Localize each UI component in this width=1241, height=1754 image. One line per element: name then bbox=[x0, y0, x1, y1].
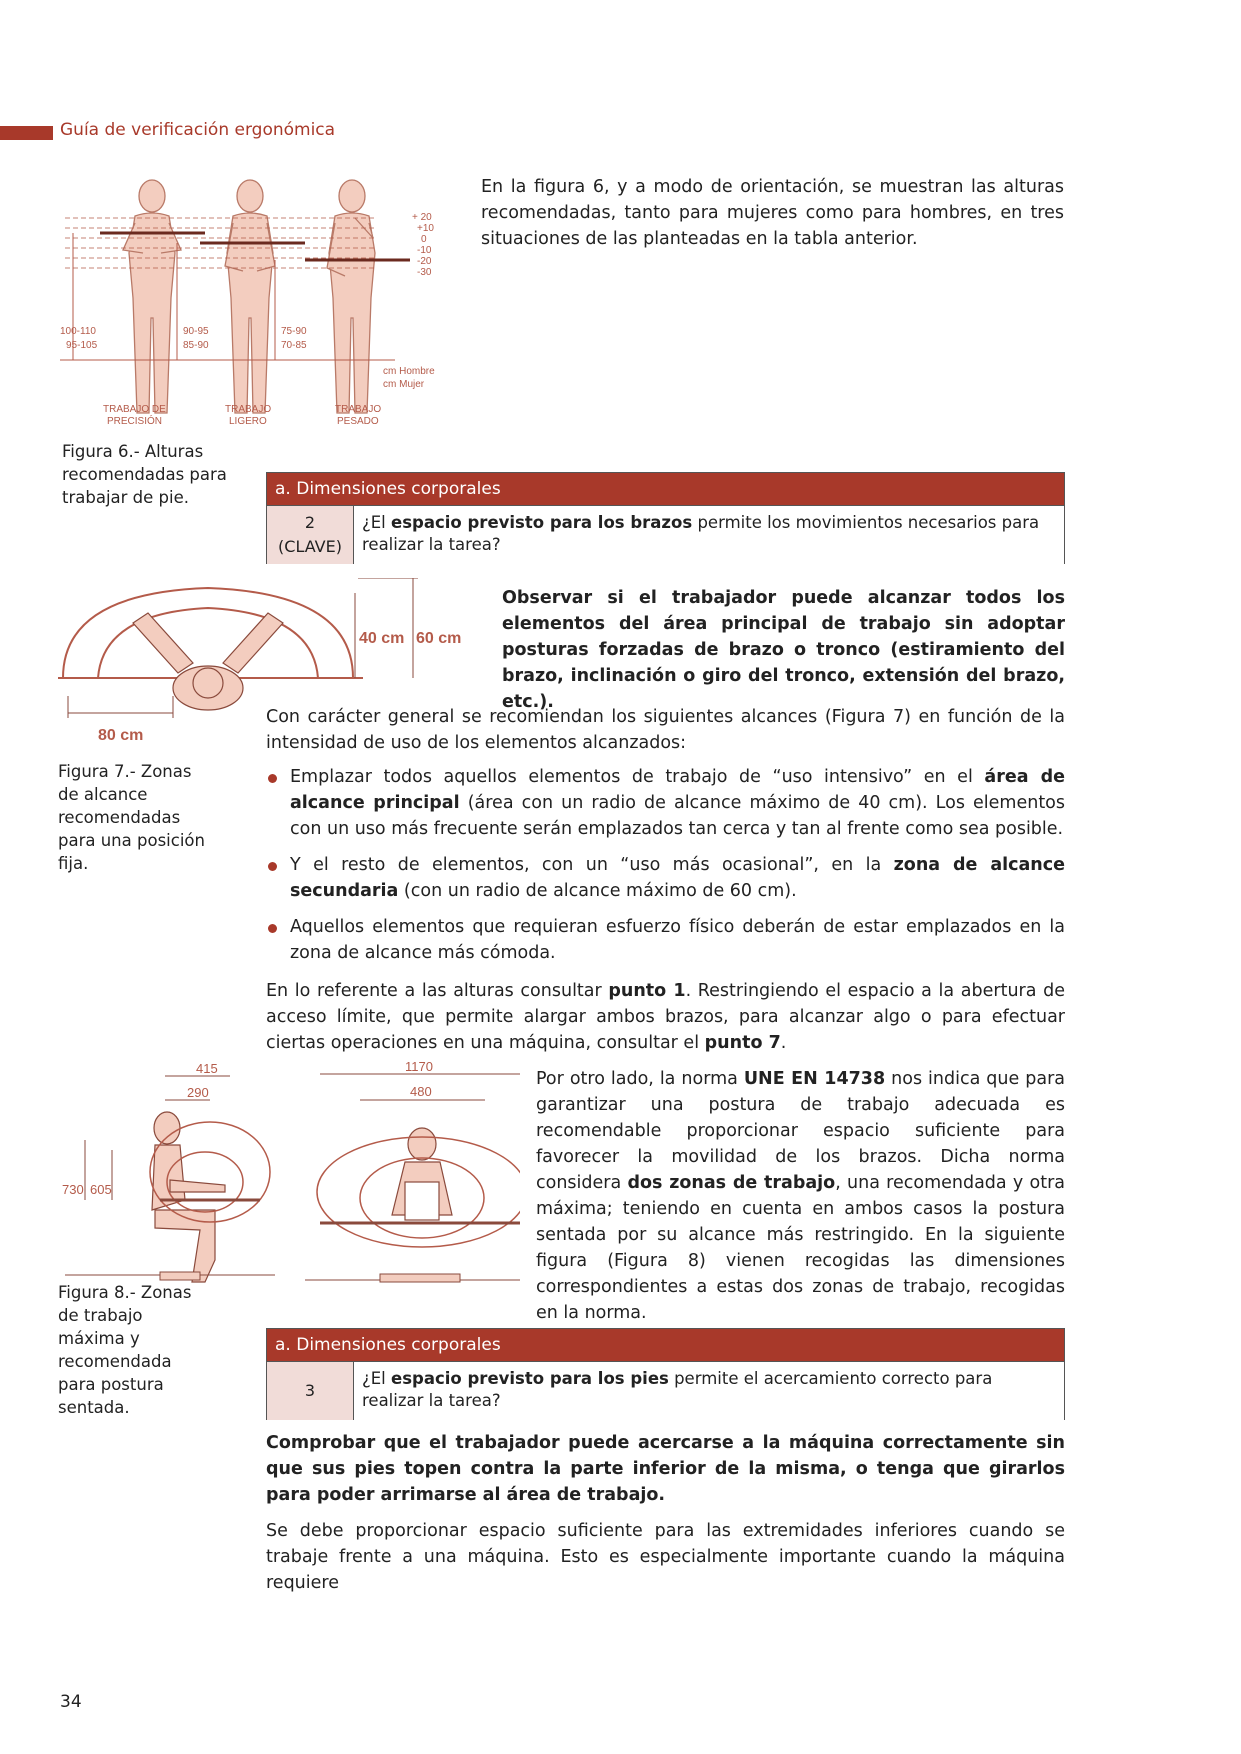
label-heavy-1: TRABAJO bbox=[335, 404, 382, 415]
running-header: Guía de verificación ergonómica bbox=[60, 120, 336, 140]
scale-plus20: + 20 bbox=[412, 212, 432, 223]
checklist-box-2 bbox=[266, 472, 1065, 564]
figure-6-caption: Figura 6.- Alturas recomendadas para trabajar de pie. bbox=[62, 442, 227, 507]
box-heading: a. Dimensiones corporales bbox=[267, 473, 1064, 505]
scale-zero: 0 bbox=[421, 234, 427, 245]
seated-front-figure bbox=[392, 1128, 452, 1220]
item-question: ¿El espacio previsto para los brazos permite los movimientos necesarios para realizar la tarea? bbox=[354, 506, 1064, 564]
height-women-heavy: 70-85 bbox=[281, 340, 307, 351]
item-number-value: 2 bbox=[304, 513, 316, 532]
item-number-value: 3 bbox=[304, 1381, 316, 1400]
dim-480: 480 bbox=[410, 1084, 432, 1099]
figure-8-seated-work-zones bbox=[60, 1060, 520, 1285]
norma-paragraph: Por otro lado, la norma UNE EN 14738 nos indica que para garantizar una postura de trabajo adecuada es recomendable proporcionar espacio suficiente para favorecer la movilidad de los brazos. Dicha norma considera dos zonas de trabajo, una recomendada y otra máxima; teniendo en cuenta en ambos casos la postura sentada por su alcance más restringido. En la siguiente figura (Figura 8) vienen recogidas las dimensiones correspondientes a estas dos zonas de trabajo, recogidas en la norma. bbox=[536, 1069, 1066, 1323]
figure-8-caption: Figura 8.- Zonas de trabajo máxima y recomendada para postura sentada. bbox=[58, 1283, 192, 1417]
label-80cm: 80 cm bbox=[98, 727, 144, 744]
reach-zone-60cm bbox=[63, 588, 353, 678]
dim-1170: 1170 bbox=[405, 1060, 433, 1074]
label-precision-1: TRABAJO DE bbox=[103, 404, 166, 415]
standing-figure-precision bbox=[123, 180, 181, 413]
scale-plus10: +10 bbox=[417, 223, 434, 234]
height-men-light: 90-95 bbox=[183, 326, 209, 337]
height-men-heavy: 75-90 bbox=[281, 326, 307, 337]
seated-side-figure bbox=[152, 1112, 225, 1282]
label-light-2: LIGERO bbox=[229, 416, 267, 427]
header-accent-bar bbox=[0, 126, 53, 140]
scale-minus10: -10 bbox=[417, 245, 432, 256]
figure-6-standing-heights bbox=[55, 178, 455, 433]
dim-605: 605 bbox=[90, 1182, 112, 1197]
reach-bullet-list bbox=[266, 764, 1065, 976]
height-women-precision: 95-105 bbox=[66, 340, 98, 351]
observe-paragraph-2: Comprobar que el trabajador puede acercarse a la máquina correctamente sin que sus pies topen contra la parte inferior de la misma, o tenga que girarlos para poder arrimarse al área de trabajo. bbox=[266, 1433, 1065, 1505]
box-heading: a. Dimensiones corporales bbox=[267, 1329, 1064, 1361]
scale-minus20: -20 bbox=[417, 256, 432, 267]
item-clave: (CLAVE) bbox=[278, 537, 342, 556]
dim-290: 290 bbox=[187, 1085, 209, 1100]
page-number: 34 bbox=[60, 1692, 82, 1712]
height-women-light: 85-90 bbox=[183, 340, 209, 351]
figure-7-caption: Figura 7.- Zonas de alcance recomendadas para una posición fija. bbox=[58, 762, 205, 873]
item-number bbox=[267, 1362, 354, 1420]
label-precision-2: PRECISIÓN bbox=[107, 416, 163, 427]
dim-730: 730 bbox=[62, 1182, 84, 1197]
label-light-1: TRABAJO bbox=[225, 404, 272, 415]
bullet-item: Aquellos elementos que requieran esfuerzo físico deberán de estar emplazados en la zona de alcance más cómoda. bbox=[266, 914, 1065, 966]
final-paragraph: Se debe proporcionar espacio suficiente para las extremidades inferiores cuando se trabaje frente a una máquina. Esto es especialmente importante cuando la máquina requiere bbox=[266, 1521, 1065, 1593]
observe-paragraph-1: Observar si el trabajador puede alcanzar todos los elementos del área principal de trabajo sin adoptar posturas forzadas de brazo o tronco (estiramiento del brazo, inclinación o giro del tronco, extensión del brazo, etc.). bbox=[502, 588, 1065, 712]
reach-paragraph: Con carácter general se recomiendan los siguientes alcances (Figura 7) en función de la intensidad de uso de los elementos alcanzados: bbox=[266, 707, 1065, 753]
label-40cm: 40 cm bbox=[359, 630, 405, 647]
legend-men: cm Hombre bbox=[383, 366, 435, 377]
bullet-item: Y el resto de elementos, con un “uso más ocasional”, en la zona de alcance secundaria (con un radio de alcance máximo de 60 cm). bbox=[266, 852, 1065, 904]
standing-figure-light bbox=[225, 180, 275, 413]
bullet-item: Emplazar todos aquellos elementos de trabajo de “uso intensivo” en el área de alcance principal (área con un radio de alcance máximo de 40 cm). Los elementos con un uso más frecuente serán emplazados tan cerca y tan al frente como sea posible. bbox=[266, 764, 1065, 842]
label-heavy-2: PESADO bbox=[337, 416, 379, 427]
dim-415: 415 bbox=[196, 1061, 218, 1076]
heights-paragraph: En lo referente a las alturas consultar punto 1. Restringiendo el espacio a la abertura de acceso límite, que permite alargar ambos brazos, para alcanzar algo o para efectuar ciertas operaciones en una máquina, consultar el punto 7. bbox=[266, 981, 1065, 1053]
item-question: ¿El espacio previsto para los pies permite el acercamiento correcto para realizar la tarea? bbox=[354, 1362, 1064, 1420]
item-number bbox=[267, 506, 354, 564]
label-60cm: 60 cm bbox=[416, 630, 462, 647]
intro-paragraph: En la figura 6, y a modo de orientación, se muestran las alturas recomendadas, tanto para mujeres como para hombres, en tres situaciones de las planteadas en la tabla anterior. bbox=[481, 177, 1064, 249]
standing-figure-heavy bbox=[327, 180, 375, 413]
scale-minus30: -30 bbox=[417, 267, 432, 278]
checklist-box-3 bbox=[266, 1328, 1065, 1420]
height-men-precision: 100-110 bbox=[60, 326, 96, 337]
legend-women: cm Mujer bbox=[383, 379, 425, 390]
